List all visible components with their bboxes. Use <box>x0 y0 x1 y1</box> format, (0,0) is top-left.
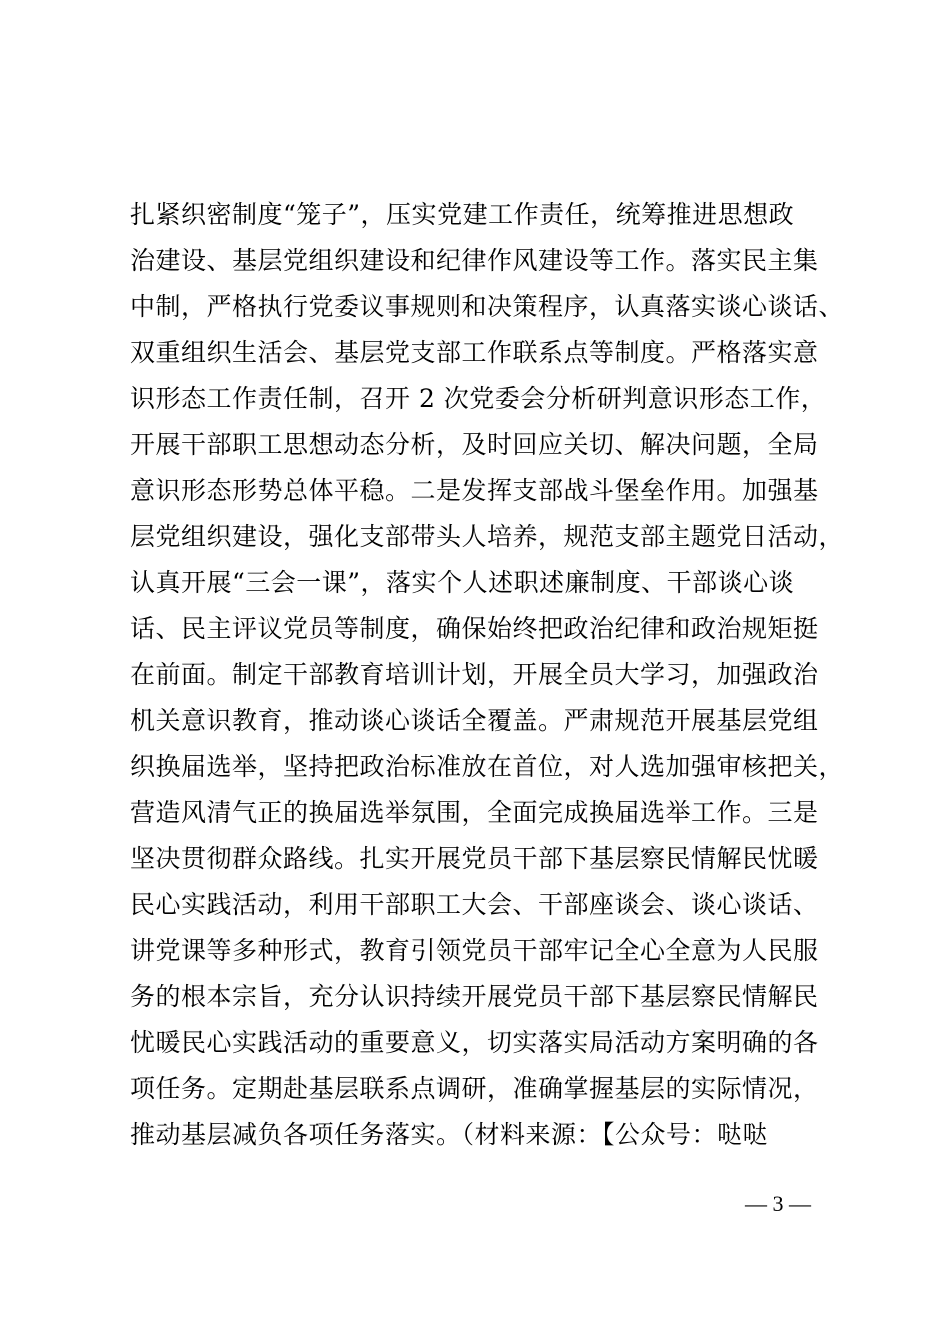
text-line: 开展干部职工思想动态分析，及时回应关切、解决问题，全局 <box>130 430 819 459</box>
text-line: 项任务。定期赴基层联系点调研，准确掌握基层的实际情况， <box>130 1074 819 1103</box>
text-line: 忧暖民心实践活动的重要意义，切实落实局活动方案明确的各 <box>130 1028 819 1057</box>
body-text <box>130 192 860 1158</box>
text-line: 意识形态形势总体平稳。二是发挥支部战斗堡垒作用。加强基 <box>130 476 819 505</box>
text-line: 营造风清气正的换届选举氛围，全面完成换届选举工作。三是 <box>130 798 819 827</box>
text-line: 民心实践活动，利用干部职工大会、干部座谈会、谈心谈话、 <box>130 890 819 919</box>
text-line: 治建设、基层党组织建设和纪律作风建设等工作。落实民主集 <box>130 246 819 275</box>
text-line: 讲党课等多种形式，教育引领党员干部牢记全心全意为人民服 <box>130 936 819 965</box>
text-line: 中制，严格执行党委议事规则和决策程序，认真落实谈心谈话、 <box>130 292 845 321</box>
text-line: 话、民主评议党员等制度，确保始终把政治纪律和政治规矩挺 <box>130 614 819 643</box>
text-line: 织换届选举，坚持把政治标准放在首位，对人选加强审核把关， <box>130 752 845 781</box>
text-line: 坚决贯彻群众路线。扎实开展党员干部下基层察民情解民忧暖 <box>130 844 819 873</box>
text-line: 双重组织生活会、基层党支部工作联系点等制度。严格落实意 <box>130 338 819 367</box>
text-line: 认真开展“三会一课”，落实个人述职述廉制度、干部谈心谈 <box>130 568 795 597</box>
page-number: — 3 — <box>745 1191 811 1216</box>
text-line: 识形态工作责任制，召开 2 次党委会分析研判意识形态工作， <box>130 384 827 413</box>
text-line: 推动基层减负各项任务落实。（材料来源：【公众号：哒哒 <box>130 1120 769 1149</box>
text-line: 扎紧织密制度“笼子”，压实党建工作责任，统筹推进思想政 <box>130 200 795 229</box>
text-line: 机关意识教育，推动谈心谈话全覆盖。严肃规范开展基层党组 <box>130 706 819 735</box>
text-line: 务的根本宗旨，充分认识持续开展党员干部下基层察民情解民 <box>130 982 819 1011</box>
text-line: 在前面。制定干部教育培训计划，开展全员大学习，加强政治 <box>130 660 819 689</box>
text-line: 层党组织建设，强化支部带头人培养，规范支部主题党日活动， <box>130 522 845 551</box>
